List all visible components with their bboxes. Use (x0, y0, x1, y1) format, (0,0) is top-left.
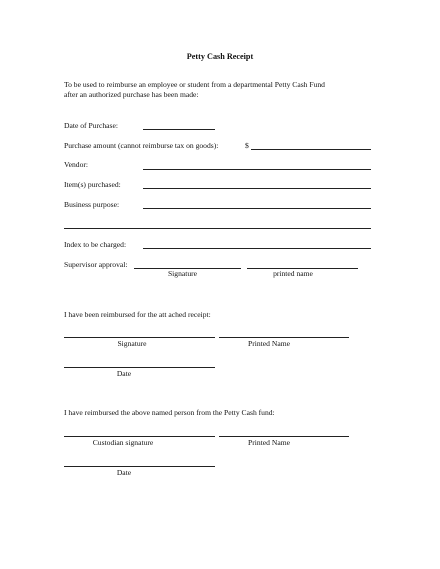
business-purpose-label: Business purpose: (64, 200, 120, 209)
custodian-signature-line[interactable] (64, 436, 215, 437)
reimbursed-signature-line[interactable] (64, 337, 215, 338)
reimbursed-date-line[interactable] (64, 367, 215, 368)
date-of-purchase-line[interactable] (143, 129, 215, 130)
supervisor-approval-label: Supervisor approval: (64, 260, 128, 269)
items-purchased-line[interactable] (143, 188, 371, 189)
vendor-label: Vendor: (64, 160, 89, 169)
index-line[interactable] (143, 248, 371, 249)
intro-line-2: after an authorized purchase has been made: (64, 90, 199, 99)
vendor-line[interactable] (143, 169, 371, 170)
reimbursed-printed-name-line[interactable] (219, 337, 349, 338)
custodian-date-caption: Date (116, 468, 132, 477)
items-purchased-label: Item(s) purchased: (64, 180, 121, 189)
reimbursed-date-caption: Date (116, 369, 132, 378)
purchase-amount-line[interactable] (251, 149, 371, 150)
business-purpose-line[interactable] (143, 208, 371, 209)
reimbursed-statement: I have been reimbursed for the att ached receipt: (64, 310, 211, 319)
custodian-signature-caption: Custodian signature (92, 438, 154, 447)
supervisor-signature-caption: Signature (167, 269, 198, 278)
custodian-printed-name-line[interactable] (219, 436, 349, 437)
date-of-purchase-label: Date of Purchase: (64, 121, 118, 130)
index-label: Index to be charged: (64, 240, 127, 249)
document-title: Petty Cash Receipt (186, 52, 254, 61)
intro-line-1: To be used to reimburse an employee or student from a departmental Petty Cash Fund (64, 80, 325, 89)
reimbursed-signature-caption: Signature (117, 339, 147, 348)
supervisor-printed-name-caption: printed name (273, 269, 313, 278)
custodian-date-line[interactable] (64, 466, 215, 467)
business-purpose-line-2[interactable] (64, 228, 371, 229)
custodian-printed-name-caption: Printed Name (248, 438, 290, 447)
purchase-amount-label: Purchase amount (cannot reimburse tax on goods): (64, 141, 219, 150)
currency-symbol: $ (245, 141, 249, 150)
reimbursed-printed-name-caption: Printed Name (248, 339, 290, 348)
custodian-statement: I have reimbursed the above named person from the Petty Cash fund: (64, 408, 275, 417)
